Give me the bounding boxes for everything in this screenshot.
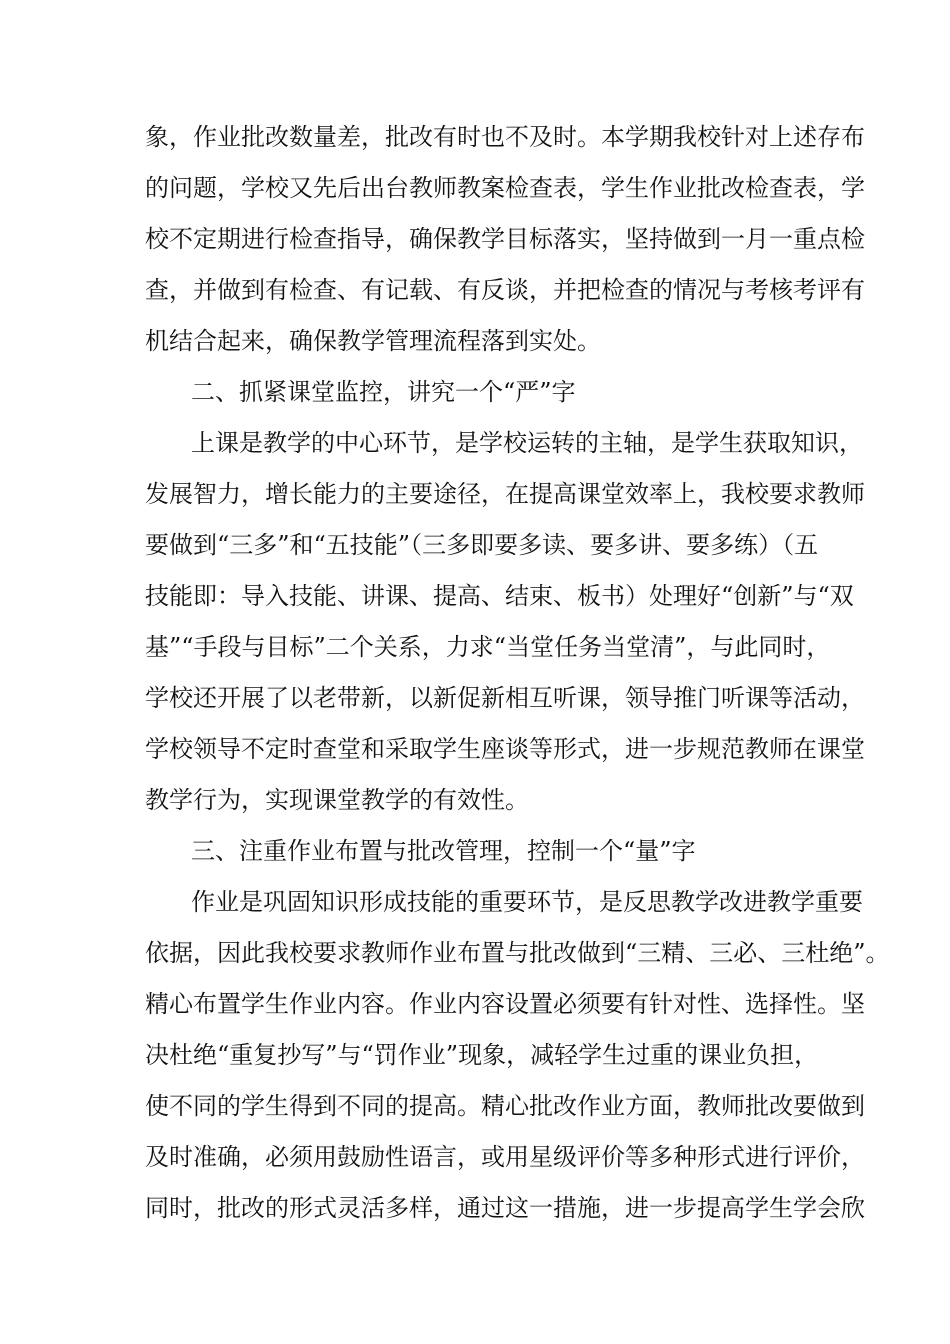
text-line: 要做到“三多”和“五技能”（三多即要多读、要多讲、要多练）（五 — [145, 531, 819, 559]
text-line: 精心布置学生作业内容。作业内容设置必须要有针对性、选择性。坚 — [145, 990, 865, 1018]
text-line: 的问题，学校又先后出台教师教案检查表，学生作业批改检查表，学 — [145, 174, 865, 202]
text-line: 依据，因此我校要求教师作业布置与批改做到“三精、三必、三杜绝”。 — [145, 939, 890, 967]
document-body — [145, 112, 890, 1234]
section-heading: 二、抓紧课堂监控，讲究一个“严”字 — [191, 378, 576, 406]
paragraph-start-line: 作业是巩固知识形成技能的重要环节，是反思教学改进教学重要 — [191, 888, 863, 916]
paragraph-start-line: 上课是教学的中心环节，是学校运转的主轴，是学生获取知识， — [191, 429, 863, 457]
text-line: 及时准确，必须用鼓励性语言，或用星级评价等多种形式进行评价， — [145, 1143, 865, 1171]
text-line: 同时，批改的形式灵活多样，通过这一措施，进一步提高学生学会欣 — [145, 1194, 865, 1222]
text-line: 技能即：导入技能、讲课、提高、结束、板书）处理好“创新”与“双 — [145, 582, 854, 610]
text-line: 决杜绝“重复抄写”与“罚作业”现象，减轻学生过重的课业负担， — [145, 1041, 819, 1069]
text-line: 学校还开展了以老带新，以新促新相互听课，领导推门听课等活动， — [145, 684, 865, 712]
text-line: 学校领导不定时查堂和采取学生座谈等形式，进一步规范教师在课堂 — [145, 735, 865, 763]
text-line: 查，并做到有检查、有记载、有反谈，并把检查的情况与考核考评有 — [145, 276, 865, 304]
text-line: 校不定期进行检查指导，确保教学目标落实，坚持做到一月一重点检 — [145, 225, 865, 253]
text-line: 发展智力，增长能力的主要途径，在提高课堂效率上，我校要求教师 — [145, 480, 865, 508]
text-line: 机结合起来，确保教学管理流程落到实处。 — [145, 327, 601, 355]
section-heading: 三、注重作业布置与批改管理，控制一个“量”字 — [191, 837, 696, 865]
text-line: 教学行为，实现课堂教学的有效性。 — [145, 786, 529, 814]
text-line: 象，作业批改数量差，批改有时也不及时。本学期我校针对上述存布 — [145, 123, 865, 151]
text-line: 使不同的学生得到不同的提高。精心批改作业方面，教师批改要做到 — [145, 1092, 865, 1120]
text-line: 基”“手段与目标”二个关系，力求“当堂任务当堂清”，与此同时， — [145, 633, 831, 661]
